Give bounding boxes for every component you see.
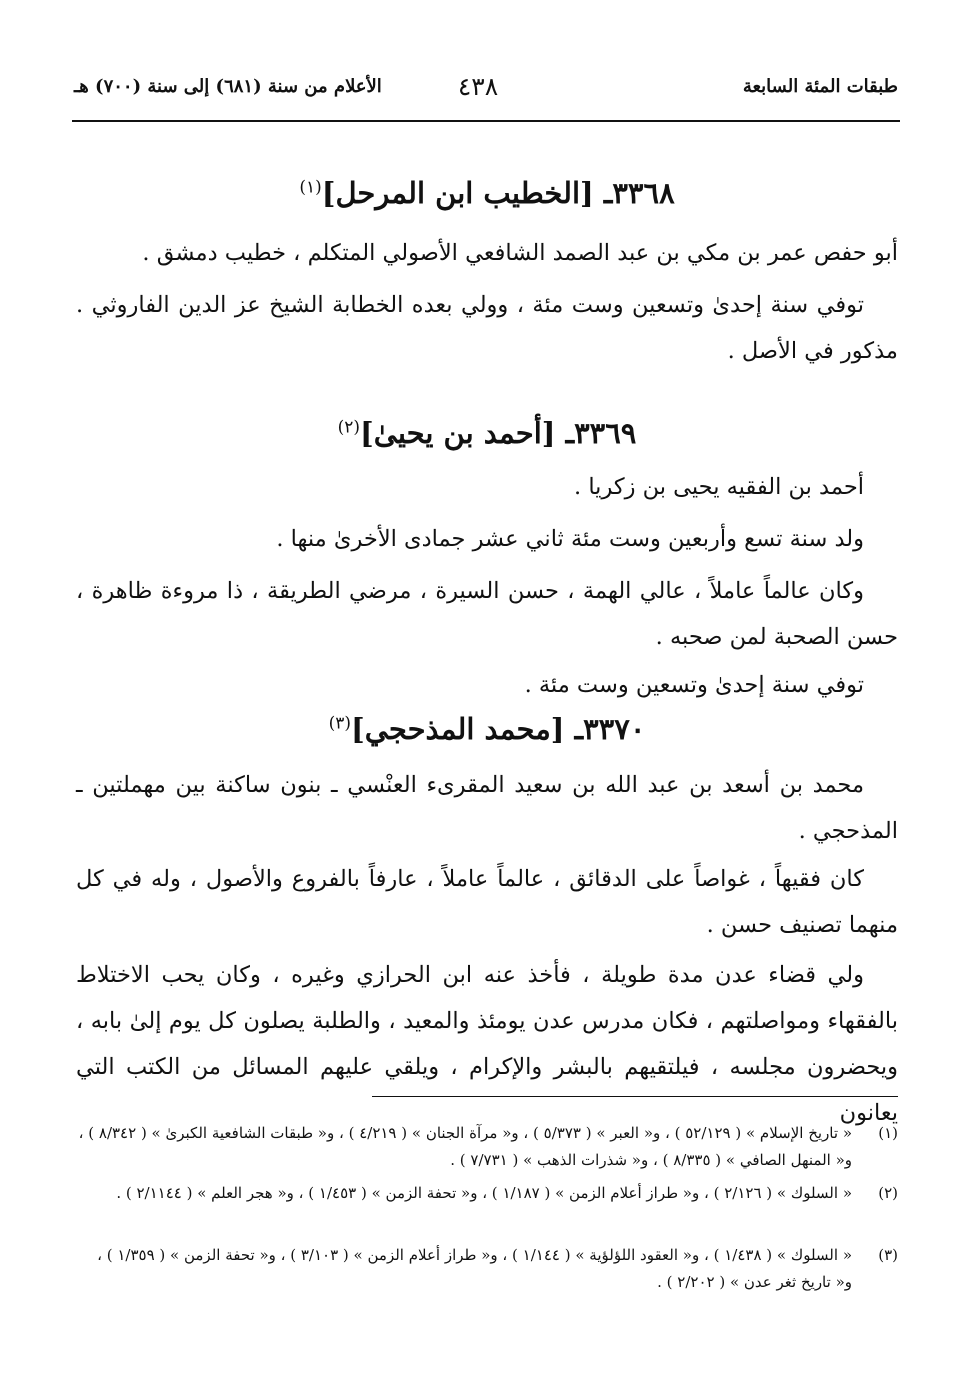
footnote-ref: (٢) <box>337 417 361 438</box>
entry-title-text: ٣٣٧٠ـ [محمد المذحجي] <box>351 712 646 746</box>
entry-title <box>76 712 898 746</box>
paragraph: وكان عالماً عاملاً ، عالي الهمة ، حسن السيرة ، مرضي الطريقة ، ذا مروءة ظاهرة ، حسن الصحبة لمن صحبه . <box>76 578 898 650</box>
page-number: ٤٣٨ <box>457 72 499 101</box>
paragraph: ولد سنة تسع وأربعين وست مئة ثاني عشر جمادى الأخرىٰ منها . <box>276 526 864 552</box>
footnote <box>76 1180 898 1207</box>
entry-title-text: ٣٣٦٨ـ [الخطيب ابن المرحل] <box>321 176 675 210</box>
entry-title <box>76 416 898 450</box>
footnote-number: (١) <box>878 1124 898 1142</box>
entry-title-text: ٣٣٦٩ـ [أحمد بن يحيىٰ] <box>360 416 637 450</box>
footnote-text: « السلوك » ( ١/٤٣٨ ) ، و« العقود اللؤلؤية » ( ١/١٤٤ ) ، و« طراز أعلام الزمن » ( ٣/١٠٣ ) ، و« تحفة الزمن » ( ١/٣٥٩ ) ، و« تاريخ ثغر عدن » ( ٢/٢٠٢ ) . <box>97 1246 852 1291</box>
footnote <box>76 1120 898 1174</box>
paragraph: توفي سنة إحدىٰ وتسعين وست مئة . <box>524 672 864 698</box>
footnote <box>76 1242 898 1296</box>
paragraph: ولي قضاء عدن مدة طويلة ، فأخذ عنه ابن الحرازي وغيره ، وكان يحب الاختلاط بالفقهاء ومواصلتهم ، فكان مدرس عدن يومئذ والمعيد ، والطلبة يصلون كل يوم إلىٰ بابه ، ويحضرون مجلسه ، فيلتقيهم بالبشر والإكرام ، ويلقي عليهم المسائل من الكتب التي يعانون <box>76 962 898 1126</box>
paragraph: توفي سنة إحدىٰ وتسعين وست مئة ، وولي بعده الخطابة الشيخ عز الدين الفاروثي . مذكور في الأصل . <box>76 292 898 364</box>
paragraph: كان فقيهاً ، غواصاً على الدقائق ، عالماً عاملاً ، عارفاً بالفروع والأصول ، وله في كل منهما تصنيف حسن . <box>76 866 898 938</box>
footnote-number: (٢) <box>878 1184 898 1202</box>
paragraph: محمد بن أسعد بن عبد الله بن سعيد المقرىء العنْسي ـ بنون ساكنة بين مهملتين ـ المذحجي . <box>76 772 898 844</box>
footnote-rule <box>372 1096 898 1097</box>
header-rule <box>72 120 900 122</box>
footnote-ref: (١) <box>299 177 322 198</box>
footnote-text: « تاريخ الإسلام » ( ٥٢/١٢٩ ) ، و« العبر » ( ٥/٣٧٣ ) ، و« مرآة الجنان » ( ٤/٢١٩ ) ، و« طبقات الشافعية الكبرىٰ » ( ٨/٣٤٢ ) ، و« المنهل الصافي » ( ٨/٣٣٥ ) ، و« شذرات الذهب » ( ٧/٧٣١ ) . <box>78 1124 852 1169</box>
entry-title <box>76 176 898 210</box>
running-header-left: الأعلام من سنة (٦٨١) إلى سنة (٧٠٠) هـ <box>74 76 382 97</box>
running-header-right: طبقات المئة السابعة <box>742 76 898 97</box>
footnote-text: « السلوك » ( ٢/١٢٦ ) ، و« طراز أعلام الزمن » ( ١/١٨٧ ) ، و« تحفة الزمن » ( ١/٤٥٣ ) ، و« هجر العلم » ( ٢/١١٤٤ ) . <box>116 1184 852 1202</box>
footnote-number: (٣) <box>878 1246 898 1264</box>
paragraph: أبو حفص عمر بن مكي بن عبد الصمد الشافعي الأصولي المتكلم ، خطيب دمشق . <box>142 240 898 266</box>
footnote-ref: (٣) <box>328 713 352 734</box>
paragraph: أحمد بن الفقيه يحيى بن زكريا . <box>574 474 864 500</box>
